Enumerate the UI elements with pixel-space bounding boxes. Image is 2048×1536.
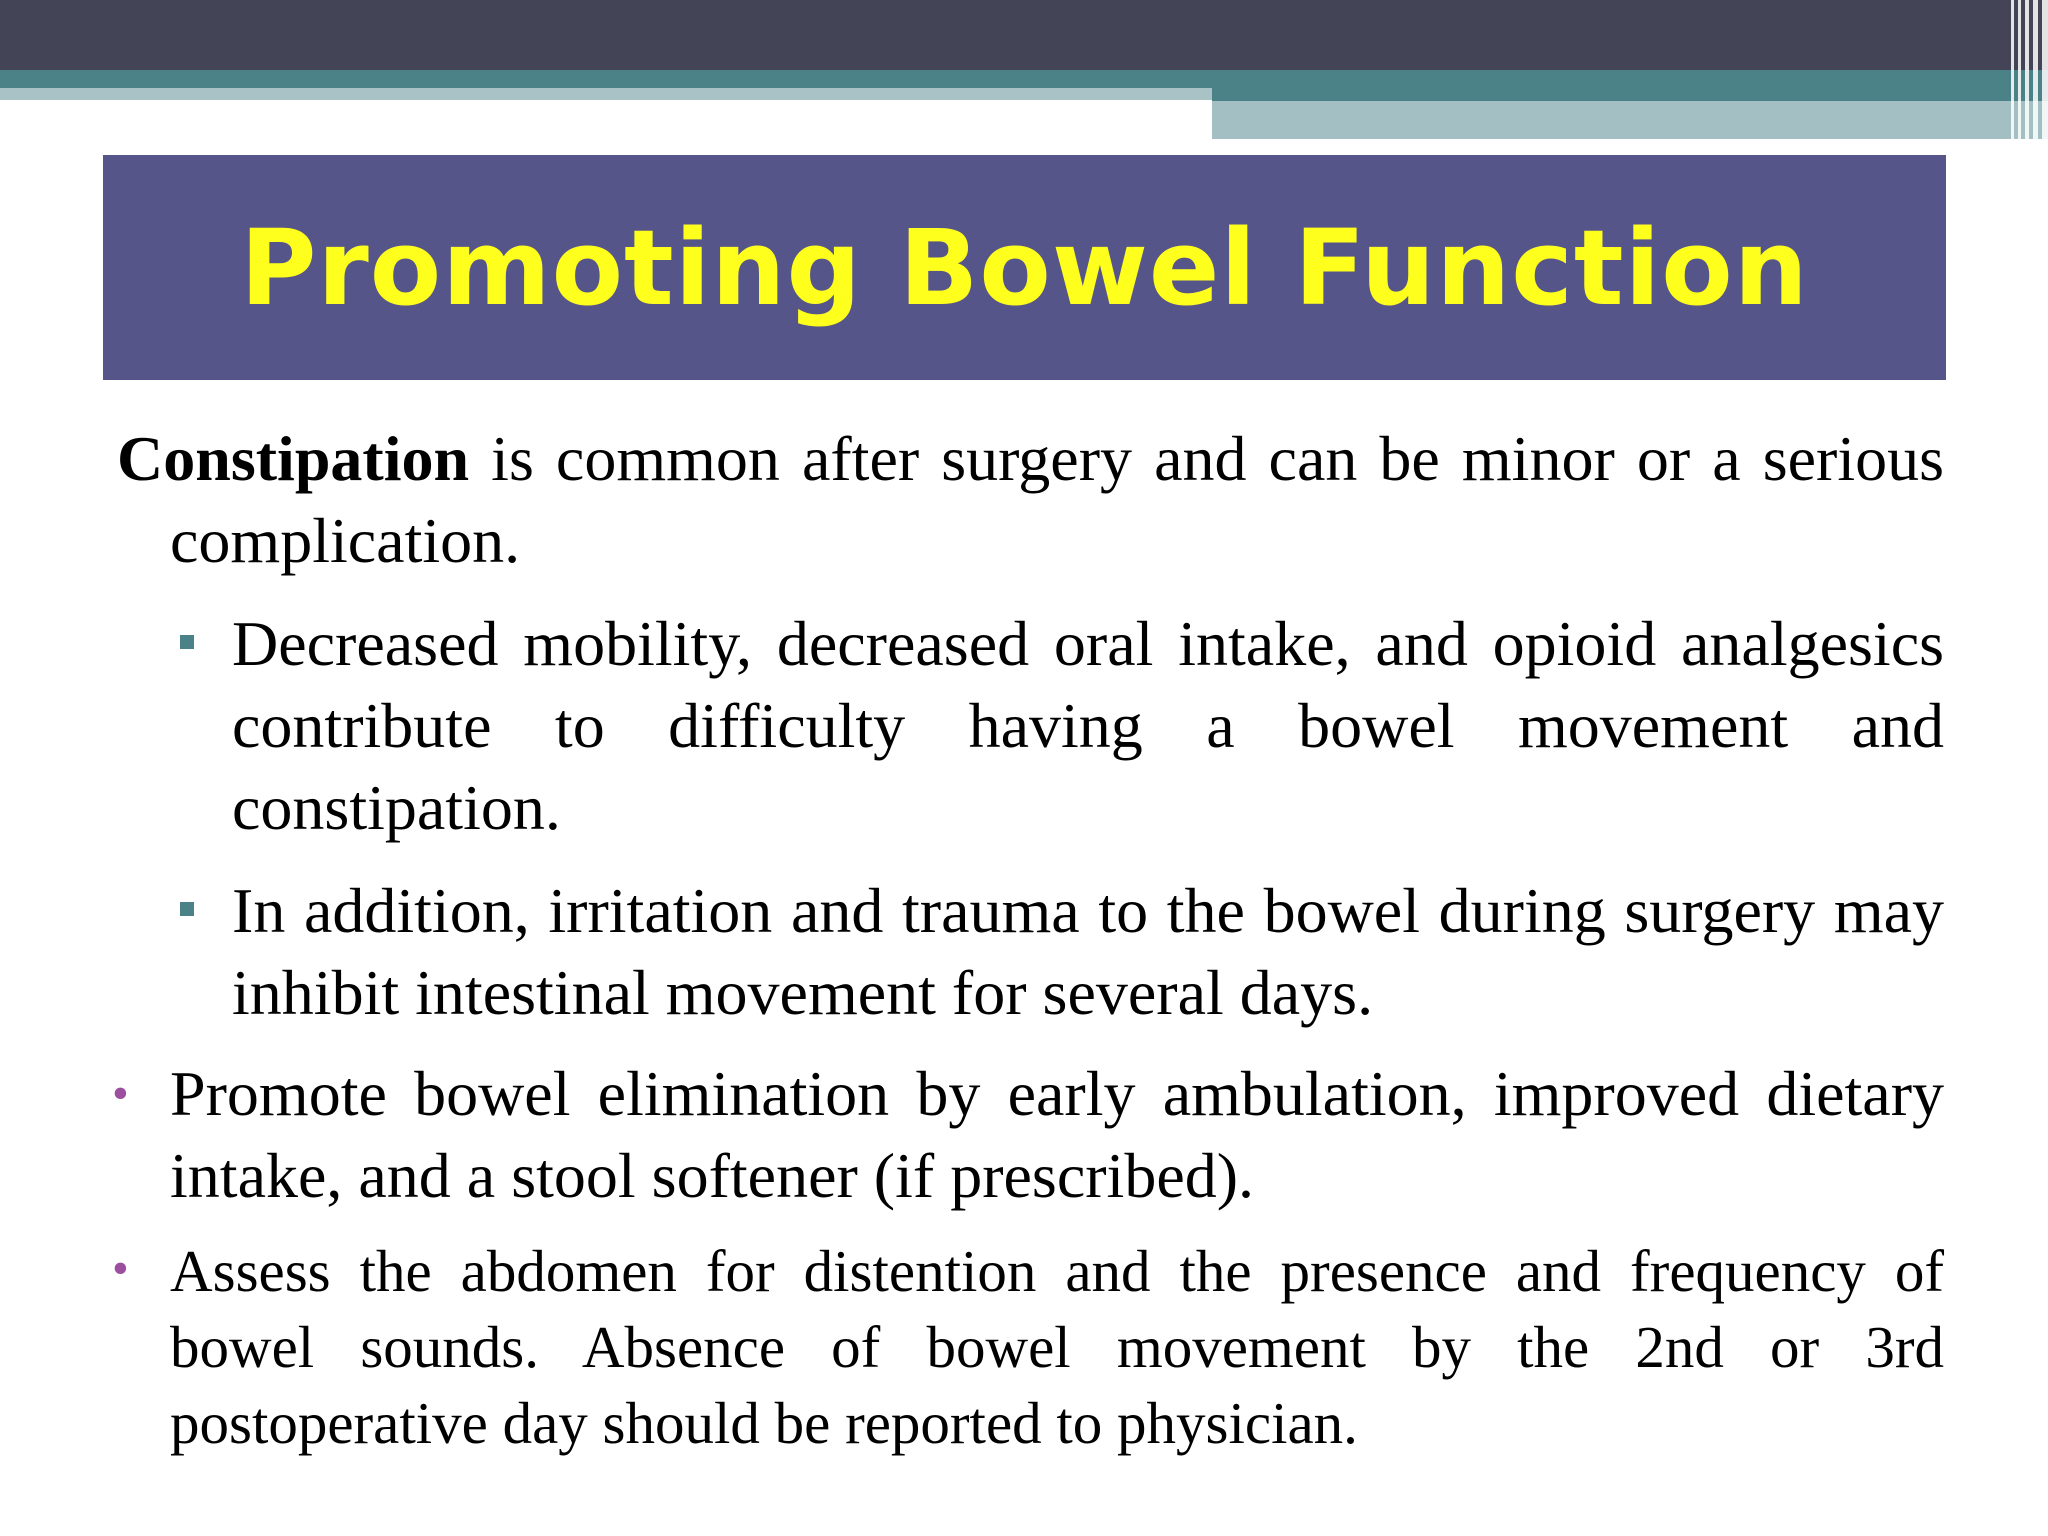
header-bar-light-right — [1212, 101, 2048, 139]
header-bar-teal — [0, 70, 2048, 88]
subpoint-text: In addition, irritation and trauma to the bowel during surgery may inhibit intestinal movement for several days. — [232, 875, 1944, 1028]
round-bullet-icon: • — [112, 1067, 129, 1120]
bullet-text: Assess the abdomen for distention and the presence and frequency of bowel sounds. Absence of bowel movement by the 2nd or 3rd postoperative day should be reported to physician. — [170, 1238, 1944, 1456]
round-bullet-icon: • — [112, 1242, 129, 1295]
title-box — [103, 155, 1946, 380]
square-bullet-icon — [180, 635, 194, 649]
header-stripes — [1996, 0, 2048, 139]
bullet-2 — [112, 1233, 1944, 1461]
lead-text: is common after surgery and can be minor or a serious complication. — [170, 423, 1944, 576]
subpoint-2 — [232, 870, 1944, 1034]
subpoint-1 — [232, 603, 1944, 849]
bullet-text: Promote bowel elimination by early ambulation, improved dietary intake, and a stool softener (if prescribed). — [170, 1058, 1944, 1211]
header-bar-light-left — [0, 88, 1212, 100]
lead-paragraph — [117, 418, 1944, 582]
subpoint-text: Decreased mobility, decreased oral intake, and opioid analgesics contribute to difficulty having a bowel movement and constipation. — [232, 608, 1944, 843]
bullet-1 — [112, 1053, 1944, 1217]
slide-title: Promoting Bowel Function — [240, 206, 1809, 329]
header-bar-teal-right — [1212, 88, 2048, 101]
header-bar-dark — [0, 0, 2048, 70]
lead-bold-term: Constipation — [117, 423, 470, 494]
square-bullet-icon — [180, 902, 194, 916]
